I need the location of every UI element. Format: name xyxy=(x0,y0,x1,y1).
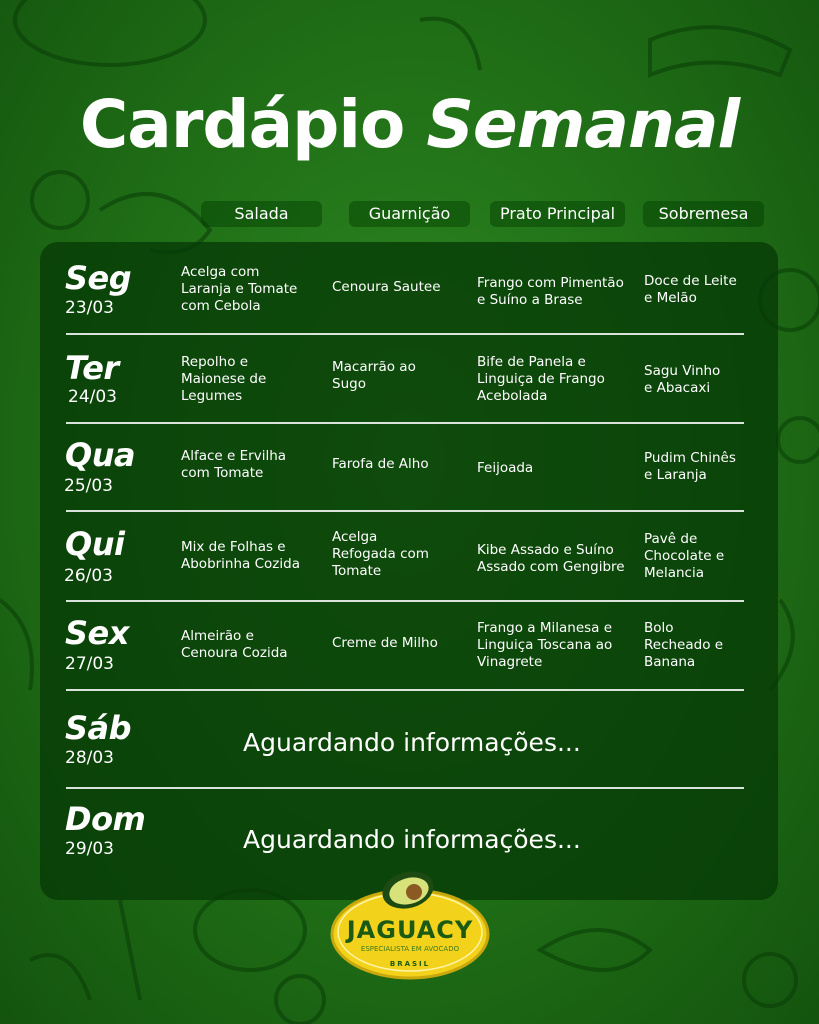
guarnicao-text: Creme de Milho xyxy=(332,635,438,651)
day-date: 25/03 xyxy=(64,476,113,496)
sobremesa-text: Doce de Leite e Melão xyxy=(644,273,737,306)
guarnicao-text: Macarrão ao Sugo xyxy=(332,359,416,392)
guarnicao-cell xyxy=(332,456,429,473)
salada-cell xyxy=(181,264,297,315)
salada-text: Almeirão e Cenoura Cozida xyxy=(181,628,288,661)
salada-cell xyxy=(181,448,286,482)
pending-message: Aguardando informações... xyxy=(243,825,581,854)
menu-table-panel xyxy=(40,242,778,900)
salada-cell xyxy=(181,354,266,405)
menu-row-sab xyxy=(40,689,778,787)
title-word-cardapio: Cardápio xyxy=(79,86,405,163)
prato-principal-text: Kibe Assado e Suíno Assado com Gengibre xyxy=(477,542,625,575)
salada-text: Acelga com Laranja e Tomate com Cebola xyxy=(181,264,298,314)
prato-principal-cell xyxy=(477,620,612,671)
column-header-sobremesa: Sobremesa xyxy=(643,201,764,227)
guarnicao-text: Farofa de Alho xyxy=(332,456,429,472)
guarnicao-text: Acelga Refogada com Tomate xyxy=(332,529,429,579)
sobremesa-text: Pudim Chinês e Laranja xyxy=(644,450,736,483)
day-date: 28/03 xyxy=(65,748,114,768)
day-name: Sex xyxy=(65,614,129,652)
salada-text: Mix de Folhas e Abobrinha Cozida xyxy=(181,539,300,572)
menu-row-seg xyxy=(40,242,778,333)
sobremesa-text: Sagu Vinho e Abacaxi xyxy=(644,363,721,396)
day-date: 24/03 xyxy=(68,387,117,407)
prato-principal-text: Feijoada xyxy=(477,460,534,476)
page-title xyxy=(0,86,819,163)
menu-row-qua xyxy=(40,422,778,510)
prato-principal-text: Bife de Panela e Linguiça de Frango Acebolada xyxy=(477,354,605,404)
sobremesa-text: Bolo Recheado e Banana xyxy=(644,620,724,670)
guarnicao-cell xyxy=(332,635,438,652)
sobremesa-cell xyxy=(644,363,720,397)
day-name: Dom xyxy=(65,800,146,838)
menu-row-sex xyxy=(40,600,778,689)
sobremesa-cell xyxy=(644,620,723,671)
day-name: Sáb xyxy=(65,709,132,747)
prato-principal-text: Frango a Milanesa e Linguiça Toscana ao Vinagrete xyxy=(477,620,613,670)
day-date: 29/03 xyxy=(65,839,114,859)
salada-text: Repolho e Maionese de Legumes xyxy=(181,354,267,404)
prato-principal-cell xyxy=(477,542,625,576)
sobremesa-cell xyxy=(644,450,736,484)
prato-principal-cell xyxy=(477,460,533,477)
day-name: Qui xyxy=(65,525,125,563)
day-name: Seg xyxy=(65,259,132,297)
day-date: 26/03 xyxy=(64,566,113,586)
pending-message: Aguardando informações... xyxy=(243,728,581,757)
logo-name: JAGUACY xyxy=(346,916,474,944)
column-header-salada: Salada xyxy=(201,201,322,227)
day-date: 27/03 xyxy=(65,654,114,674)
title-word-semanal: Semanal xyxy=(426,86,740,163)
menu-row-ter xyxy=(40,333,778,422)
salada-text: Alface e Ervilha com Tomate xyxy=(181,448,287,481)
logo-tagline: ESPECIALISTA EM AVOCADO xyxy=(360,945,460,953)
guarnicao-cell xyxy=(332,279,441,296)
sobremesa-cell xyxy=(644,273,737,307)
day-name: Ter xyxy=(65,349,119,387)
column-header-prato-principal: Prato Principal xyxy=(490,201,625,227)
prato-principal-text: Frango com Pimentão e Suíno a Brase xyxy=(477,275,624,308)
menu-row-qui xyxy=(40,510,778,600)
logo-country: BRASIL xyxy=(389,960,431,968)
jaguacy-logo xyxy=(330,868,490,986)
guarnicao-cell xyxy=(332,359,416,393)
guarnicao-cell xyxy=(332,529,429,580)
day-name: Qua xyxy=(65,436,136,474)
day-date: 23/03 xyxy=(65,298,114,318)
column-header-guarnicao: Guarnição xyxy=(349,201,470,227)
prato-principal-cell xyxy=(477,354,605,405)
guarnicao-text: Cenoura Sautee xyxy=(332,279,441,295)
salada-cell xyxy=(181,628,288,662)
sobremesa-cell xyxy=(644,531,724,582)
sobremesa-text: Pavê de Chocolate e Melancia xyxy=(644,531,725,581)
salada-cell xyxy=(181,539,300,573)
prato-principal-cell xyxy=(477,275,624,309)
